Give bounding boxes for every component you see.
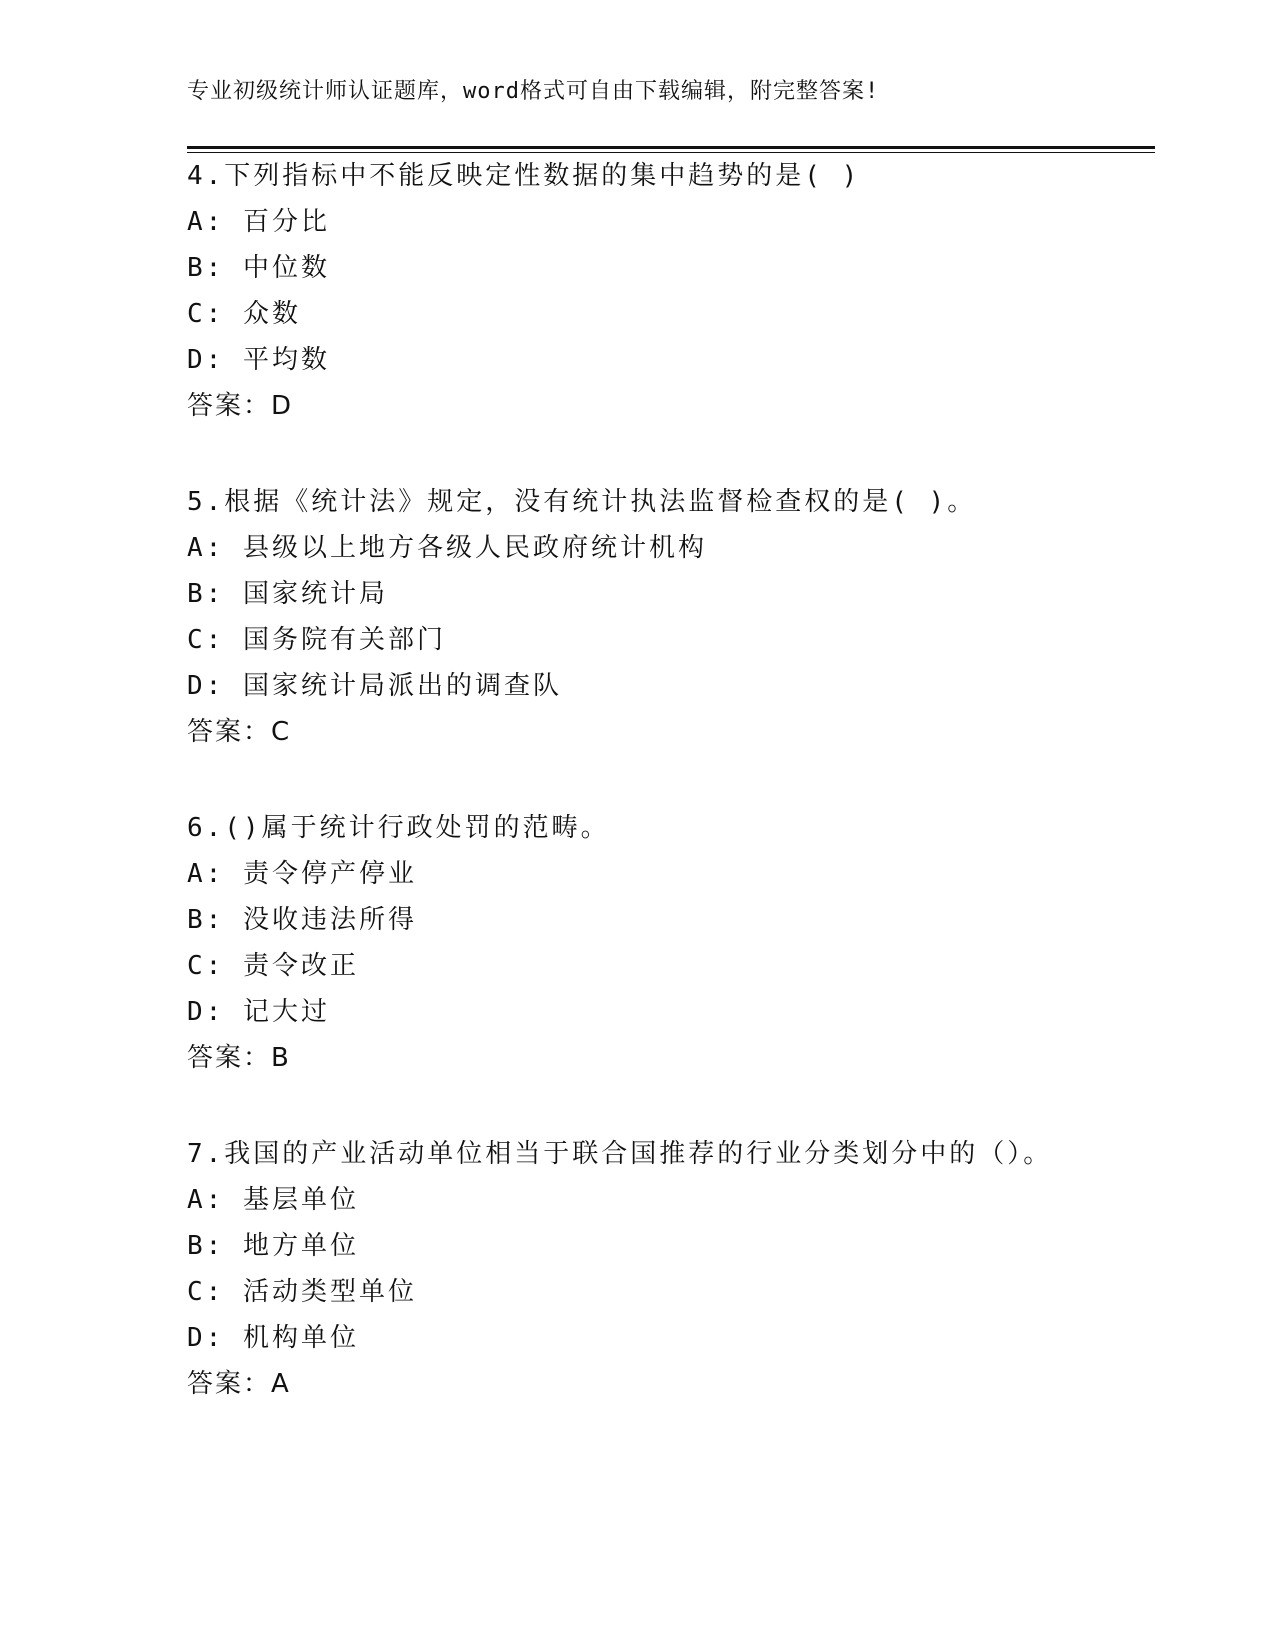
question-stem: 6.()属于统计行政处罚的范畴。 [187,813,610,843]
question-6 [187,805,1147,1081]
option-b: B: 国家统计局 [187,579,388,609]
answer-text: 答案：A [187,1369,291,1399]
answer-text: 答案：D [187,391,294,421]
question-4 [187,153,1147,429]
question-5 [187,479,1147,755]
option-d: D: 记大过 [187,997,330,1027]
option-b: B: 中位数 [187,253,330,283]
header-rule-thick [187,146,1155,149]
option-a: A: 责令停产停业 [187,859,417,889]
question-stem: 5.根据《统计法》规定，没有统计执法监督检查权的是( )。 [187,487,977,517]
option-d: D: 机构单位 [187,1323,359,1353]
option-a: A: 百分比 [187,207,330,237]
option-b: B: 没收违法所得 [187,905,417,935]
option-c: C: 众数 [187,299,301,329]
question-stem: 4.下列指标中不能反映定性数据的集中趋势的是( ) [187,161,861,191]
question-7 [187,1131,1147,1407]
question-stem: 7.我国的产业活动单位相当于联合国推荐的行业分类划分中的（）。 [187,1139,1053,1169]
option-c: C: 活动类型单位 [187,1277,417,1307]
option-d: D: 国家统计局派出的调查队 [187,671,562,701]
option-b: B: 地方单位 [187,1231,359,1261]
option-a: A: 县级以上地方各级人民政府统计机构 [187,533,707,563]
answer-text: 答案：C [187,717,292,747]
option-d: D: 平均数 [187,345,330,375]
page-header: 专业初级统计师认证题库，word格式可自由下载编辑，附完整答案! [187,79,880,104]
option-a: A: 基层单位 [187,1185,359,1215]
option-c: C: 国务院有关部门 [187,625,446,655]
option-c: C: 责令改正 [187,951,359,981]
answer-text: 答案：B [187,1043,291,1073]
